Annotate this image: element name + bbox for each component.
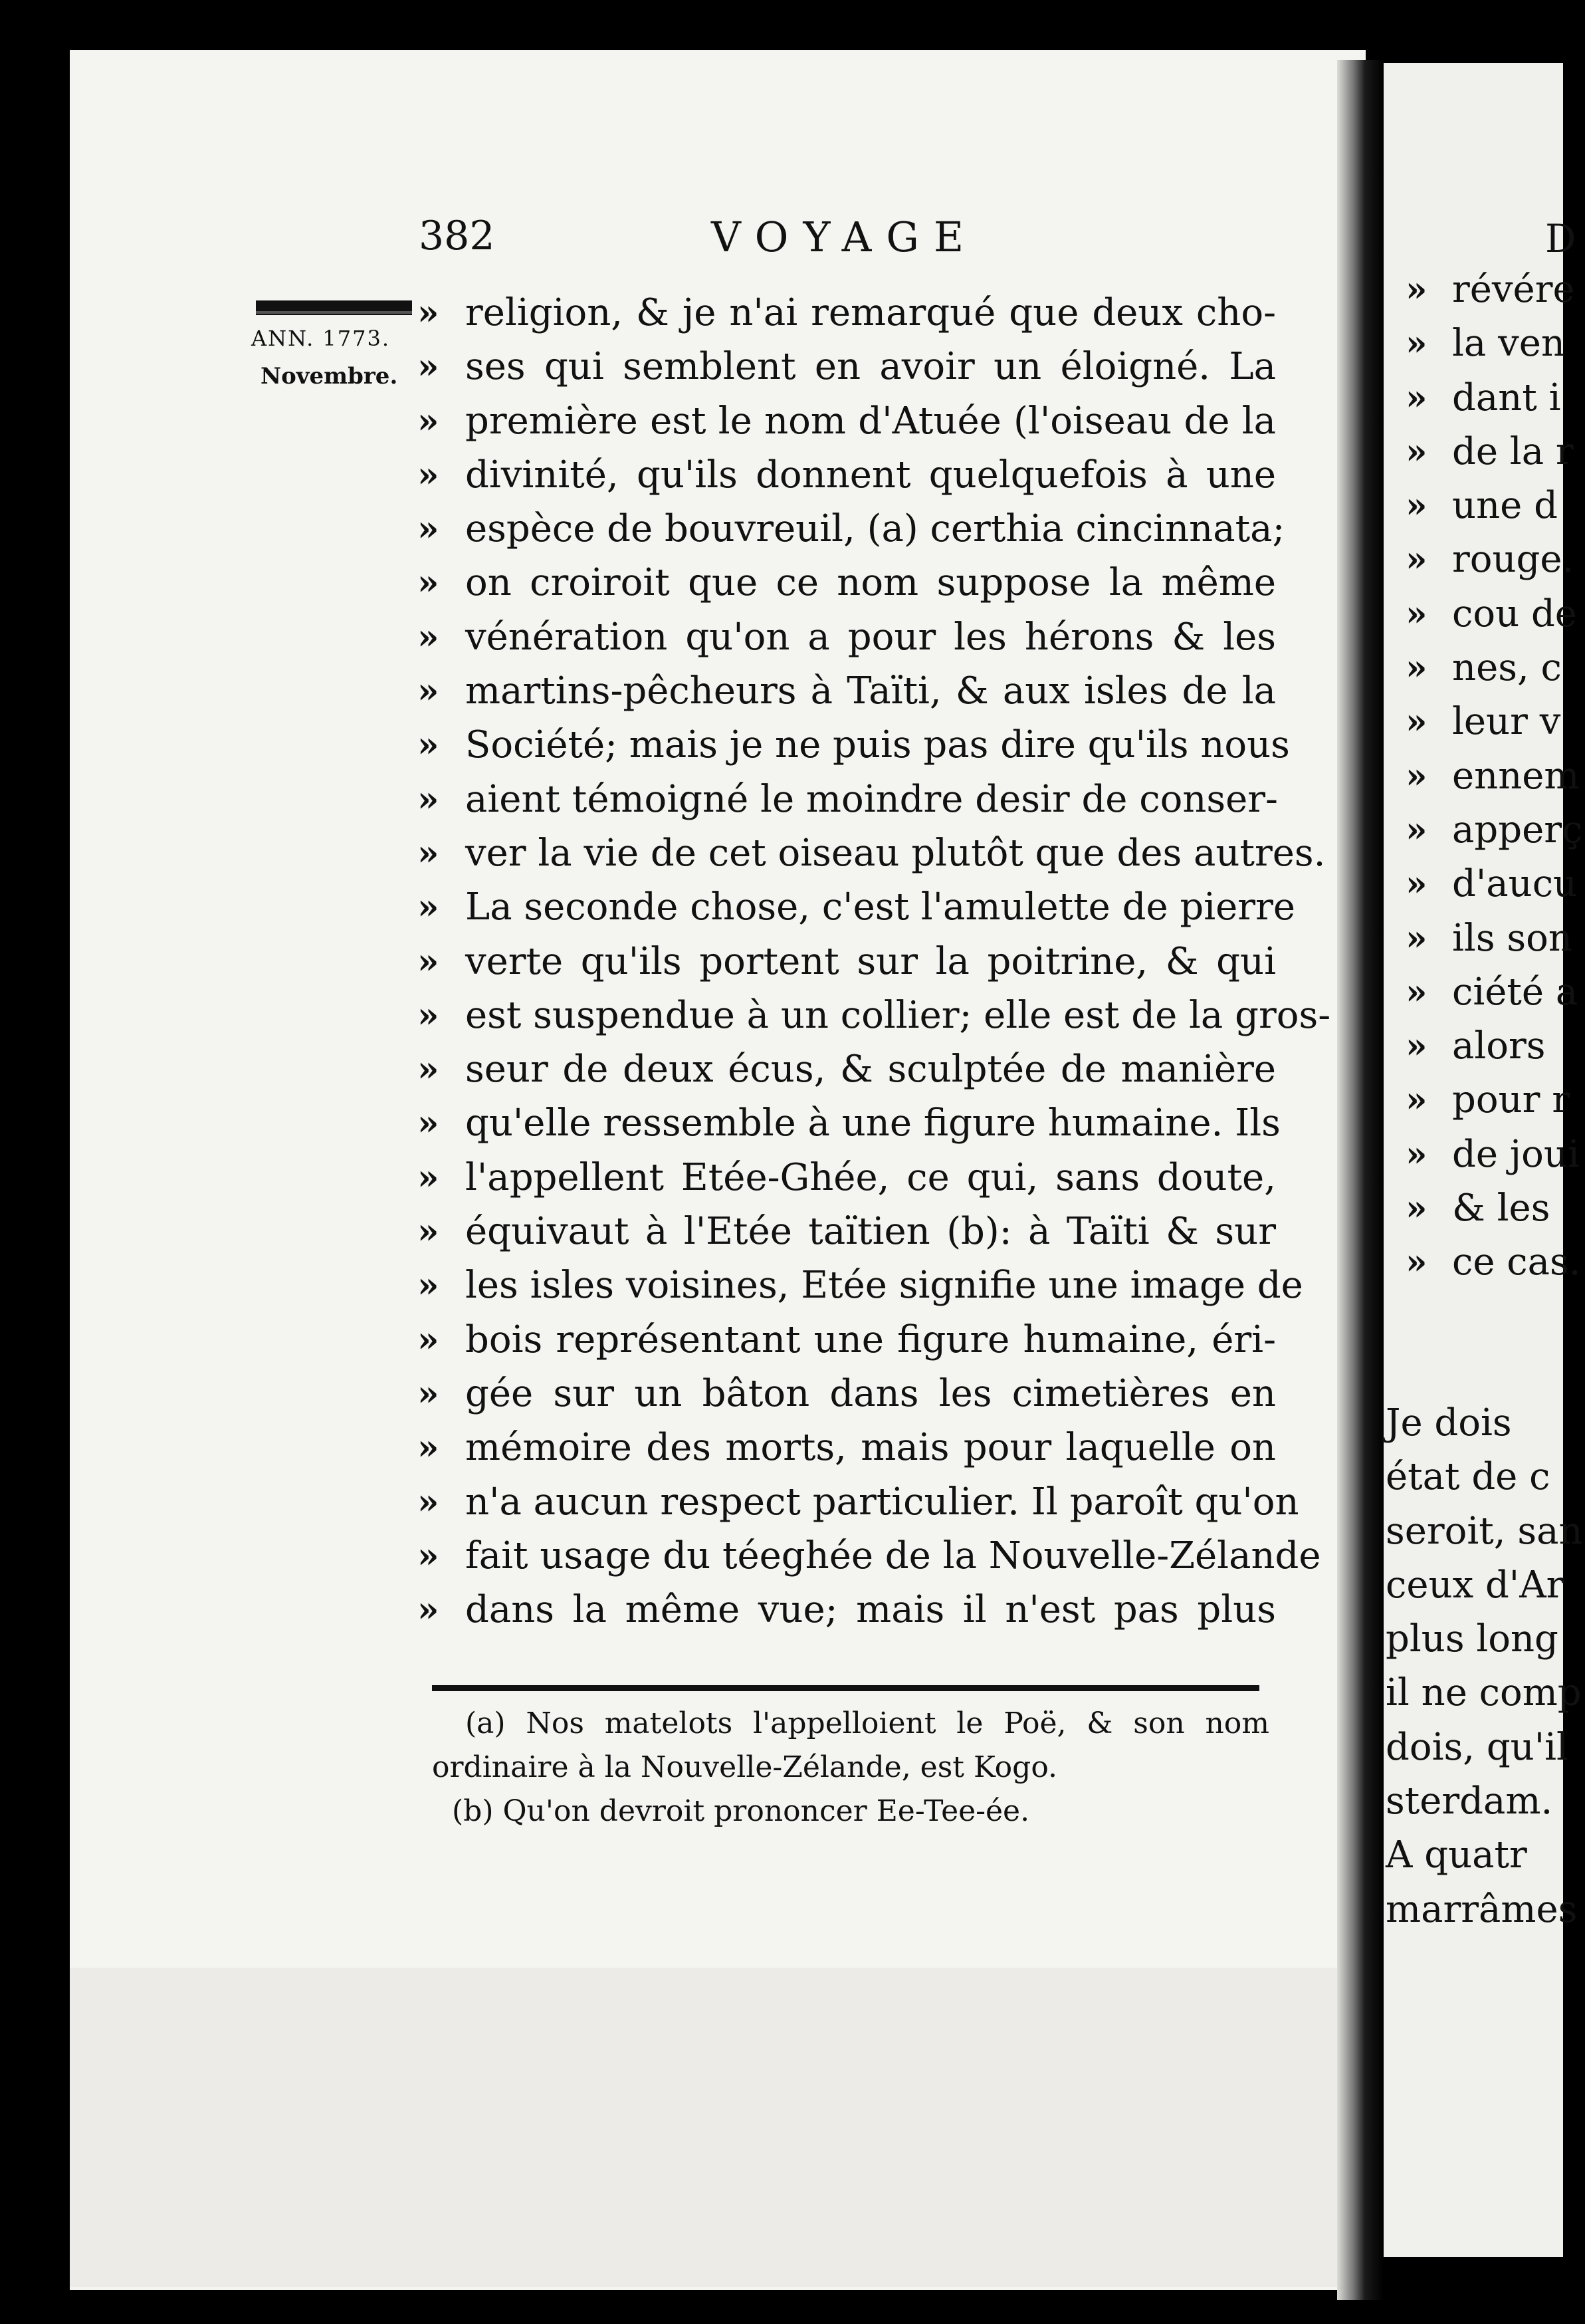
right-line-fragment: & les: [1452, 1187, 1550, 1230]
body-line: qu'elle ressemble à une figure humaine. Ils: [465, 1102, 1281, 1145]
footnotes: [432, 1702, 1269, 1833]
page-header: [419, 213, 1276, 273]
quote-mark: »: [417, 1211, 439, 1252]
quote-mark: »: [417, 509, 439, 550]
body-line: aient témoigné le moindre desir de conser-: [465, 777, 1278, 821]
quote-mark: »: [417, 832, 439, 873]
quote-mark: »: [417, 1265, 439, 1306]
quote-mark: »: [417, 941, 439, 982]
margin-year-note: ANN. 1773.: [251, 326, 391, 351]
quotation-marks-column: [417, 286, 451, 1637]
quote-mark: »: [417, 1319, 439, 1360]
right-line-fragment: une d: [1452, 484, 1558, 528]
quote-mark: »: [417, 616, 439, 657]
body-line: fait usage du téeghée de la Nouvelle-Zélande: [465, 1534, 1321, 1577]
body-line: Société; mais je ne puis pas dire qu'ils nous: [465, 723, 1290, 767]
body-line: martins-pêcheurs à Taïti, & aux isles de la: [465, 669, 1276, 713]
quote-mark: »: [417, 1049, 439, 1090]
right-line-fragment: ils son: [1452, 916, 1572, 960]
right-line-fragment: A quatr: [1386, 1833, 1527, 1877]
quote-mark: »: [1406, 809, 1427, 850]
right-line-fragment: ceux d'Ar: [1386, 1563, 1564, 1607]
quote-mark: »: [417, 1427, 439, 1468]
quote-mark: »: [1406, 539, 1427, 580]
right-line-fragment: apperç: [1452, 808, 1583, 852]
quote-mark: »: [417, 562, 439, 604]
right-line-fragment: leur v: [1452, 700, 1561, 744]
right-line-fragment: de la r: [1452, 429, 1574, 473]
quote-mark: »: [1406, 701, 1427, 743]
quote-mark: »: [1406, 1026, 1427, 1067]
body-line: seur de deux écus, & sculptée de manière: [465, 1048, 1276, 1092]
quote-mark: »: [1406, 1080, 1427, 1121]
body-line: ver la vie de cet oiseau plutôt que des autres.: [465, 831, 1326, 875]
right-line-fragment: nes, c: [1452, 646, 1562, 690]
right-line-fragment: alors: [1452, 1024, 1546, 1068]
page-number: 382: [419, 213, 495, 259]
right-line-fragment: d'aucu: [1452, 862, 1578, 906]
quote-mark: »: [417, 778, 439, 820]
right-line-fragment: rouge.: [1452, 538, 1574, 582]
quote-mark: »: [417, 454, 439, 495]
footnote-a-line2: ordinaire à la Nouvelle-Zélande, est Kogo.: [432, 1750, 1058, 1784]
body-line: espèce de bouvreuil, (a) certhia cincinnata;: [465, 507, 1285, 551]
quote-mark: »: [1406, 485, 1427, 526]
right-line-fragment: ciété a: [1452, 970, 1578, 1014]
body-line: vénération qu'on a pour les hérons & les: [465, 615, 1276, 659]
quote-mark: »: [417, 1481, 439, 1522]
quote-mark: »: [1406, 593, 1427, 634]
right-line-fragment: la ven: [1452, 322, 1565, 366]
right-line-fragment: sterdam.: [1386, 1780, 1553, 1823]
right-line-fragment: dant i: [1452, 376, 1561, 419]
quote-mark: »: [417, 1157, 439, 1198]
body-line: n'a aucun respect particulier. Il paroît qu'on: [465, 1480, 1299, 1524]
quote-mark: »: [417, 1589, 439, 1631]
footnote-a-line1: (a) Nos matelots l'appelloient le Poë, & son nom: [465, 1706, 1269, 1740]
body-line: mémoire des morts, mais pour laquelle on: [465, 1426, 1276, 1470]
quote-mark: »: [1406, 431, 1427, 472]
quote-mark: »: [1406, 864, 1427, 905]
quote-mark: »: [1406, 323, 1427, 364]
right-line-fragment: ce cas.: [1452, 1240, 1581, 1284]
book-gutter: [1337, 60, 1384, 2300]
right-line-fragment: dois, qu'il: [1386, 1725, 1568, 1769]
body-text: [465, 286, 1331, 1637]
body-line: religion, & je n'ai remarqué que deux cho-: [465, 291, 1276, 334]
right-line-fragment: plus long: [1386, 1617, 1558, 1661]
right-quotation-marks-column: [1406, 263, 1439, 1290]
quote-mark: »: [417, 1103, 439, 1144]
quote-mark: »: [1406, 1133, 1427, 1175]
right-line-fragment: il ne comp: [1386, 1671, 1582, 1715]
quote-mark: »: [1406, 1242, 1427, 1283]
body-line: bois représentant une figure humaine, éri-: [465, 1318, 1276, 1361]
right-page-quoted-text: [1452, 263, 1585, 1290]
right-line-fragment: état de c: [1386, 1455, 1550, 1499]
footnote-rule: [432, 1685, 1259, 1691]
quote-mark: »: [417, 994, 439, 1036]
right-line-fragment: marrâmes: [1386, 1887, 1578, 1931]
body-line: première est le nom d'Atuée (l'oiseau de la: [465, 399, 1276, 443]
page-bottom-area: [70, 1968, 1339, 2287]
right-line-fragment: ennem: [1452, 754, 1580, 798]
quote-mark: »: [1406, 917, 1427, 959]
body-line: verte qu'ils portent sur la poitrine, & qui: [465, 939, 1276, 983]
body-line: La seconde chose, c'est l'amulette de pierre: [465, 885, 1295, 929]
right-line-fragment: pour r: [1452, 1078, 1570, 1122]
body-line: est suspendue à un collier; elle est de la gros-: [465, 993, 1331, 1037]
quote-mark: »: [1406, 1188, 1427, 1229]
quote-mark: »: [1406, 377, 1427, 418]
quote-mark: »: [417, 725, 439, 766]
quote-mark: »: [1406, 647, 1427, 689]
body-line: divinité, qu'ils donnent quelquefois à une: [465, 453, 1276, 497]
body-line: les isles voisines, Etée signifie une image de: [465, 1264, 1303, 1308]
quote-mark: »: [417, 1535, 439, 1576]
quote-mark: »: [417, 887, 439, 928]
quote-mark: »: [417, 671, 439, 712]
quote-mark: »: [417, 1373, 439, 1414]
right-line-fragment: révére: [1452, 268, 1575, 311]
right-page-header-fragment: D: [1545, 216, 1576, 261]
right-line-fragment: de joui: [1452, 1132, 1580, 1176]
quote-mark: »: [417, 292, 439, 333]
body-line: l'appellent Etée-Ghée, ce qui, sans doute,: [465, 1155, 1276, 1199]
body-line: équivaut à l'Etée taïtien (b): à Taïti & sur: [465, 1210, 1276, 1254]
right-line-fragment: cou de: [1452, 592, 1577, 636]
margin-month-note: Novembre.: [261, 363, 398, 390]
footnote-b: (b) Qu'on devroit prononcer Ee-Tee-ée.: [452, 1794, 1030, 1828]
right-page-text: [1386, 1396, 1585, 1936]
quote-mark: »: [417, 400, 439, 441]
quote-mark: »: [1406, 755, 1427, 796]
running-title: VOYAGE: [711, 213, 979, 261]
margin-rule-shadow: [256, 311, 412, 314]
body-line: ses qui semblent en avoir un éloigné. La: [465, 345, 1276, 389]
quote-mark: »: [1406, 971, 1427, 1012]
body-line: on croiroit que ce nom suppose la même: [465, 561, 1276, 605]
body-line: dans la même vue; mais il n'est pas plus: [465, 1588, 1276, 1632]
right-line-fragment: seroit, san: [1386, 1509, 1583, 1553]
quote-mark: »: [1406, 269, 1427, 310]
body-line: gée sur un bâton dans les cimetières en: [465, 1371, 1276, 1415]
quote-mark: »: [417, 346, 439, 388]
right-line-fragment: Je dois: [1386, 1401, 1512, 1445]
